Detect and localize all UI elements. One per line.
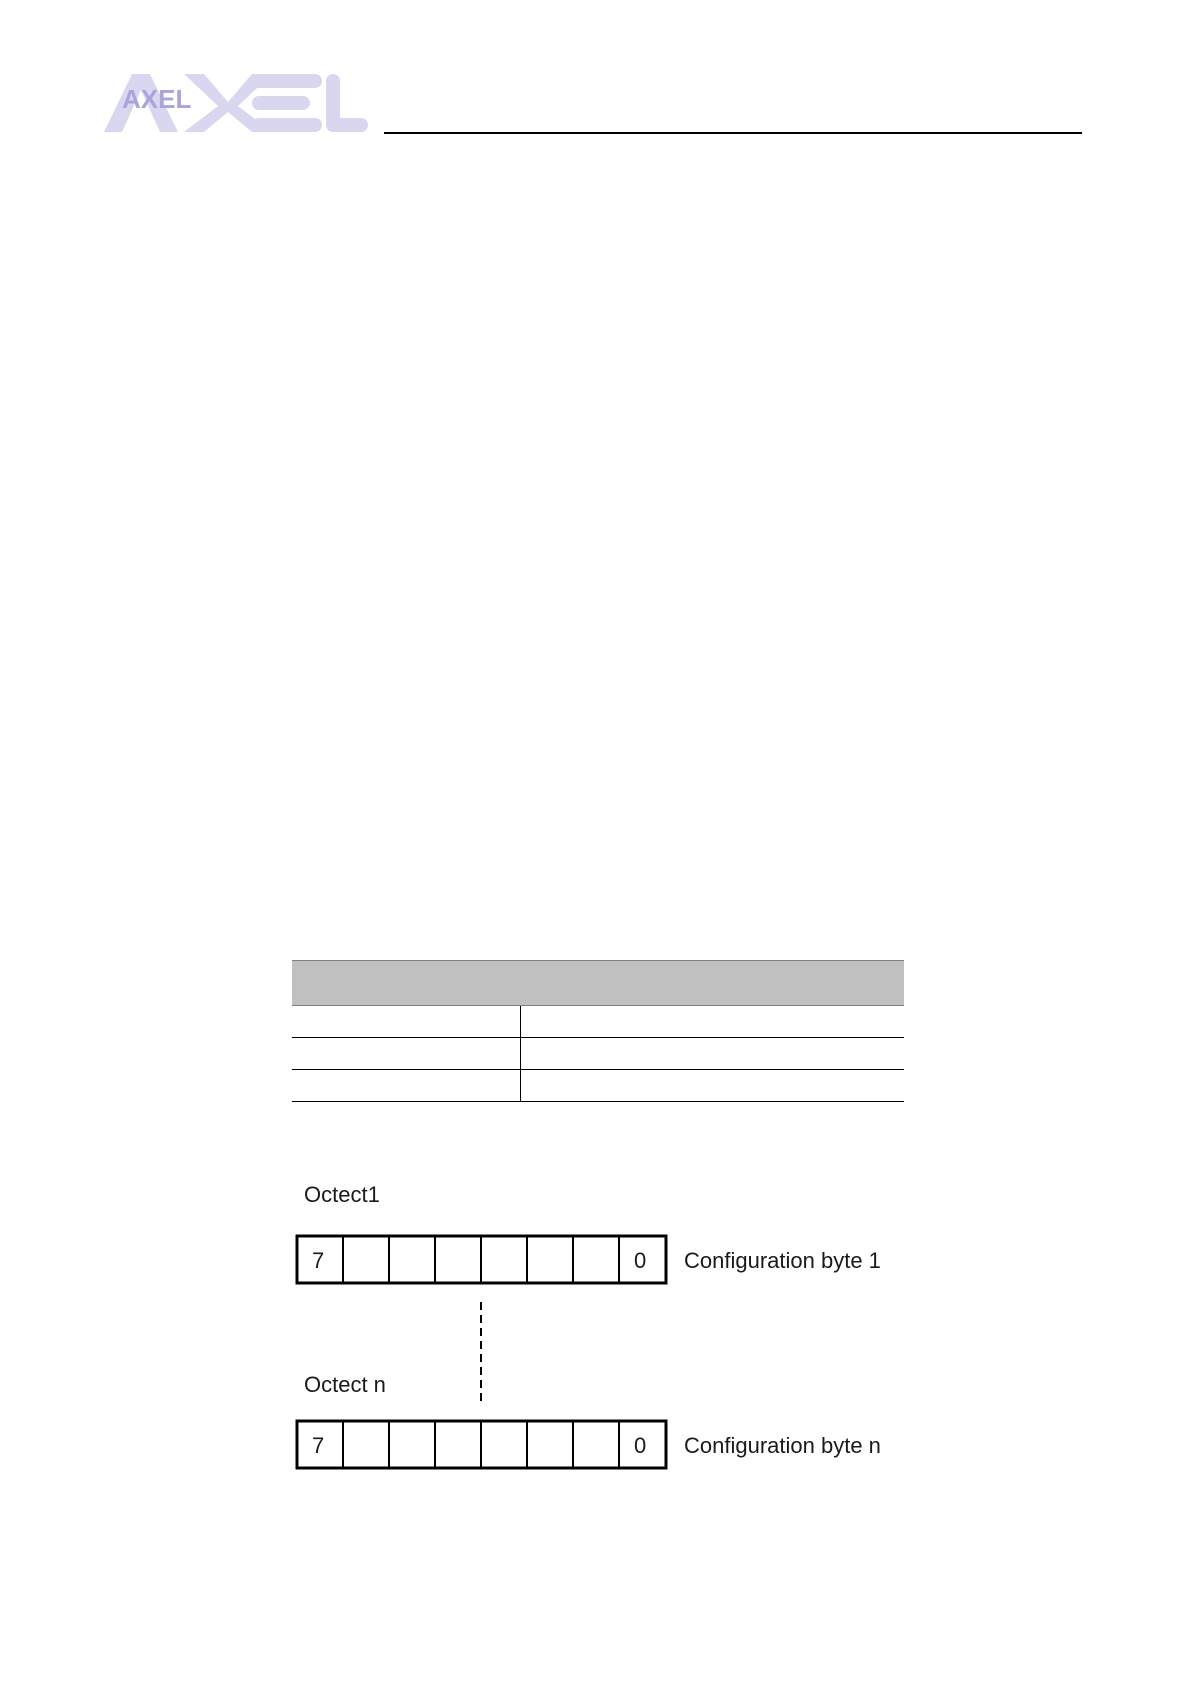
- table-cell: [521, 1038, 904, 1069]
- table-row: [292, 1006, 904, 1038]
- table-row: [292, 1038, 904, 1070]
- table-cell: [521, 1070, 904, 1101]
- table-cell: [292, 1070, 521, 1101]
- bit-lsb-label: 0: [634, 1248, 647, 1273]
- octet-diagram: [290, 1180, 930, 1480]
- header-rule: [384, 132, 1082, 134]
- logo-text: AXEL: [122, 84, 192, 114]
- axel-logo: [104, 68, 368, 138]
- table-header: [292, 960, 904, 1006]
- table-cell: [292, 1006, 521, 1037]
- config-byte-last-label: Configuration byte n: [684, 1433, 881, 1458]
- table-cell: [292, 1038, 521, 1069]
- octet-last-label: Octect n: [304, 1372, 386, 1397]
- byte-box-last: [297, 1421, 666, 1468]
- config-table: [292, 960, 904, 1102]
- byte-box-first: [297, 1236, 666, 1283]
- table-cell: [521, 1006, 904, 1037]
- bit-msb-label: 7: [312, 1248, 325, 1273]
- octet-first-label: Octect1: [304, 1182, 380, 1207]
- table-row: [292, 1070, 904, 1102]
- bit-lsb-label: 0: [634, 1433, 647, 1458]
- config-byte-first-label: Configuration byte 1: [684, 1248, 881, 1273]
- bit-msb-label: 7: [312, 1433, 325, 1458]
